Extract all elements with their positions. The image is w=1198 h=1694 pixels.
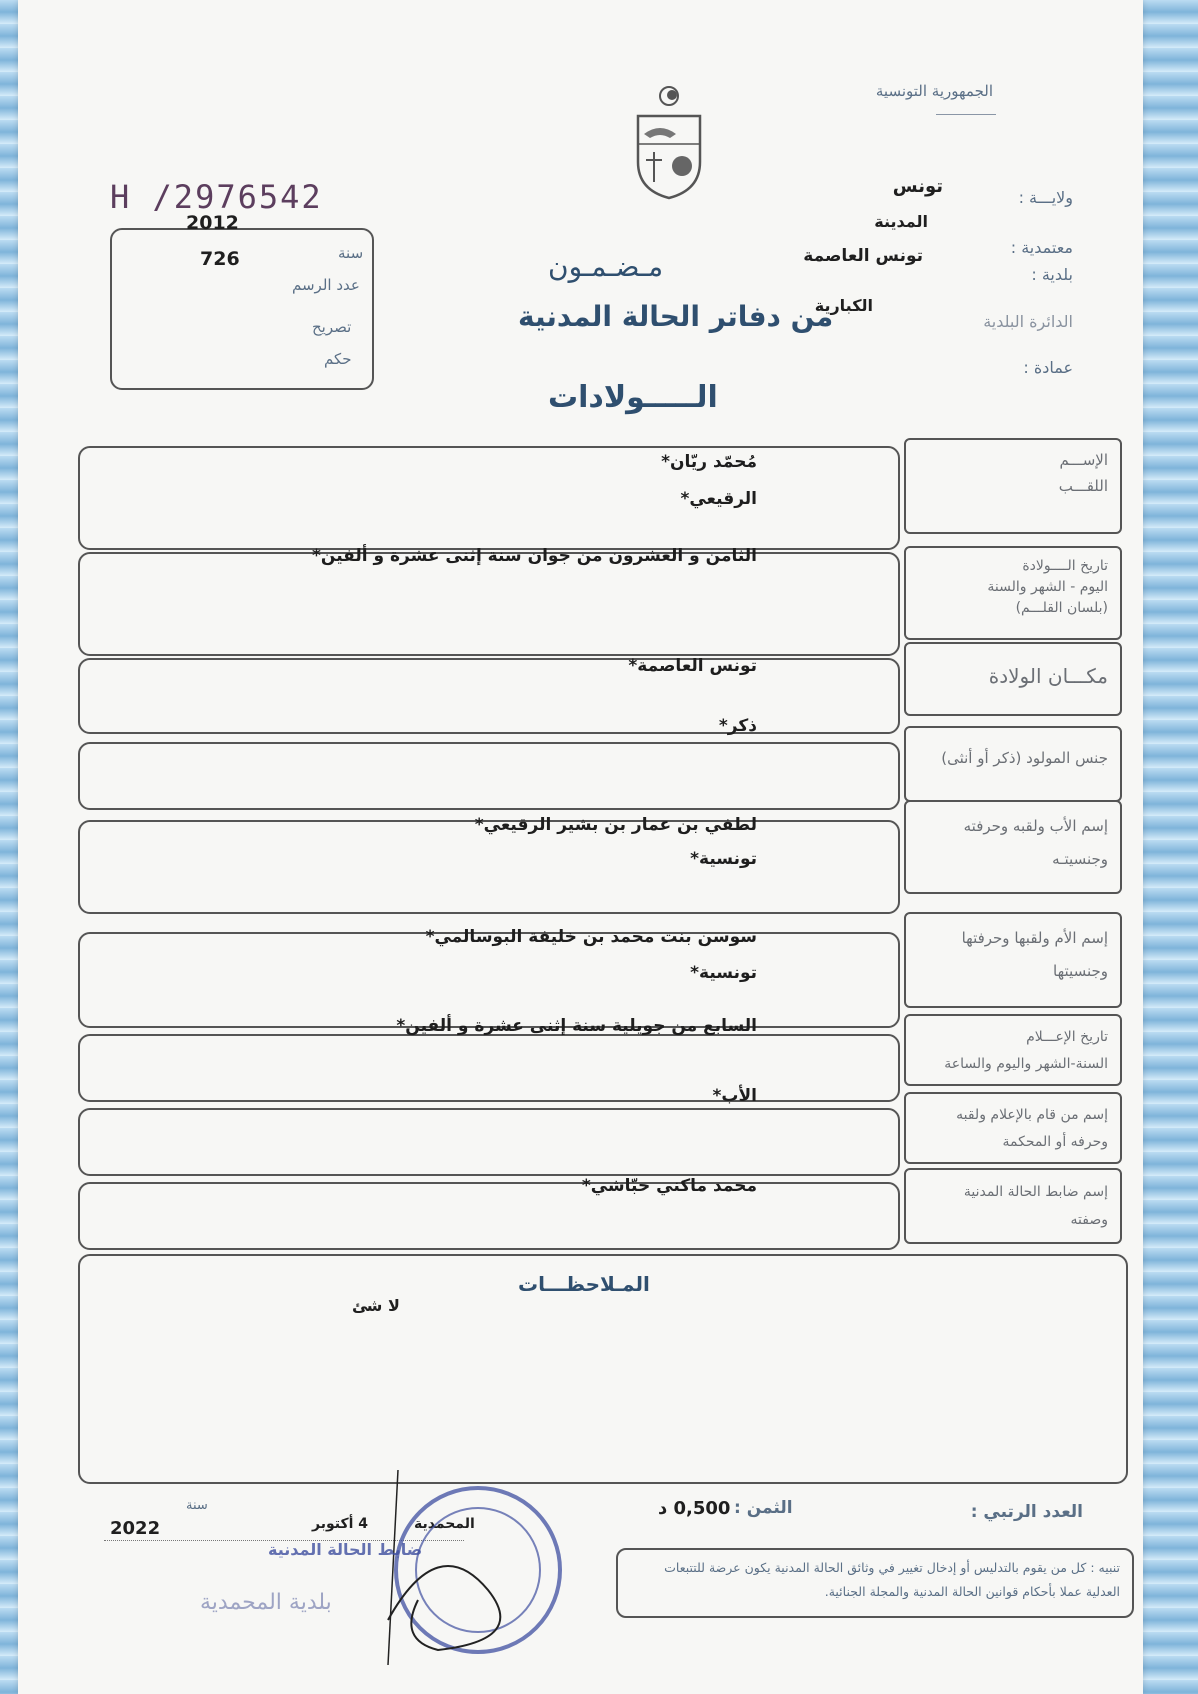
- tunisia-coat-of-arms-icon: [630, 82, 708, 202]
- value-sex: ذكر*: [718, 716, 757, 736]
- birth-certificate-document: [18, 0, 1143, 1694]
- price-value: 0,500 د: [658, 1498, 731, 1519]
- label-father: إسم الأب ولقبه وحرفته وجنسيتـه: [904, 800, 1122, 894]
- value-box-birth-place: [78, 658, 900, 734]
- footer-date: 4 أكتوبر: [312, 1516, 369, 1532]
- reg-year-value: 2012: [186, 212, 239, 234]
- value-box-declarant: [78, 1108, 900, 1176]
- value-box-name: [78, 446, 900, 550]
- value-box-officer: [78, 1182, 900, 1250]
- value-name: مُحمّد ريّان* الرقيعي*: [661, 452, 757, 510]
- label-birth-place: مكـــان الولادة: [904, 642, 1122, 716]
- value-mother: سوسن بنت محمد بن خليفة البوسالمي* تونسية*: [425, 927, 757, 983]
- footer-year-label: سنة: [186, 1498, 208, 1513]
- births-section-title: الـــــولادات: [548, 380, 718, 415]
- right-decorative-border: [1138, 0, 1198, 1694]
- title-line-2: من دفاتر الحالة المدنية: [518, 300, 834, 333]
- baladia-value: تونس العاصمة: [803, 246, 923, 266]
- serial-number-label: العدد الرتبي :: [970, 1502, 1083, 1522]
- medina-value: المدينة: [874, 212, 928, 231]
- remarks-value: لا شئ: [352, 1296, 400, 1315]
- label-name: الإســـم اللقـــب: [904, 438, 1122, 534]
- wilaya-value: تونس: [892, 176, 943, 197]
- value-declarant: الأب*: [712, 1086, 757, 1106]
- reg-year-label: سنة: [338, 244, 364, 262]
- value-box-birth-date: [78, 552, 900, 656]
- label-declarant: إسم من قام بالإعلام ولقبه وحرفه أو المحكمة: [904, 1092, 1122, 1164]
- republic-heading: الجمهورية التونسية: [875, 82, 993, 100]
- value-officer: محمد ماكني حبّاشي*: [581, 1176, 757, 1196]
- document-serial-number: H /2976542: [110, 178, 323, 216]
- remarks-title: المـلاحظـــات: [518, 1272, 650, 1296]
- official-stamp-icon: [378, 1470, 578, 1670]
- title-line-1: مـضـمـون: [548, 250, 664, 283]
- judgment-label: حكم: [324, 350, 352, 368]
- reg-number-value: 726: [200, 248, 240, 270]
- value-birth-place: تونس العاصمة*: [628, 656, 757, 676]
- header-underline: [936, 114, 996, 115]
- reg-number-label: عدد الرسم: [292, 276, 360, 294]
- motamadia-label: معتمدية :: [1010, 238, 1073, 257]
- footer-year-value: 2022: [110, 1518, 161, 1539]
- stamp-municipality-text: بلدية المحمدية: [200, 1590, 332, 1615]
- value-declaration-date: السابع من جويلية سنة إثنى عشرة و ألفين*: [396, 1016, 757, 1036]
- footer-place: المحمدية: [414, 1516, 475, 1532]
- value-birth-date: الثامن و العشرون من جوان سنة إثنى عشرة و ألفين*: [312, 546, 757, 566]
- baladia-label: بلدية :: [1031, 265, 1073, 284]
- value-box-sex: [78, 742, 900, 810]
- label-officer: إسم ضابط الحالة المدنية وصفته: [904, 1168, 1122, 1244]
- label-mother: إسم الأم ولقبها وحرفتها وجنسيتها: [904, 912, 1122, 1008]
- price-label: الثمن :: [734, 1498, 793, 1518]
- kabariya-value: الكبارية: [814, 296, 873, 315]
- daira-label: الدائرة البلدية: [983, 312, 1073, 331]
- value-father: لطفي بن عمار بن بشير الرقيعي* تونسية*: [474, 815, 757, 869]
- stamp-officer-text: ضابط الحالة المدنية: [268, 1540, 423, 1559]
- label-declaration-date: تاريخ الإعـــلام السنة-الشهر واليوم والساعة: [904, 1014, 1122, 1086]
- label-birth-date: تاريخ الــــولادة اليوم - الشهر والسنة (بلسان القلـــم): [904, 546, 1122, 640]
- omda-label: عمادة :: [1023, 358, 1073, 377]
- wilaya-label: ولايـــة :: [1018, 188, 1073, 207]
- declaration-label: تصريح: [312, 318, 352, 336]
- legal-notice: تنبيه : كل من يقوم بالتدليس أو إدخال تغيير في وثائق الحالة المدنية يكون عرضة للتتبعات العدلية عملا بأحكام قوانين الحالة المدنية والمجلة الجنائية.: [664, 1560, 1120, 1599]
- value-box-declaration-date: [78, 1034, 900, 1102]
- label-sex: جنس المولود (ذكر أو أنثى): [904, 726, 1122, 802]
